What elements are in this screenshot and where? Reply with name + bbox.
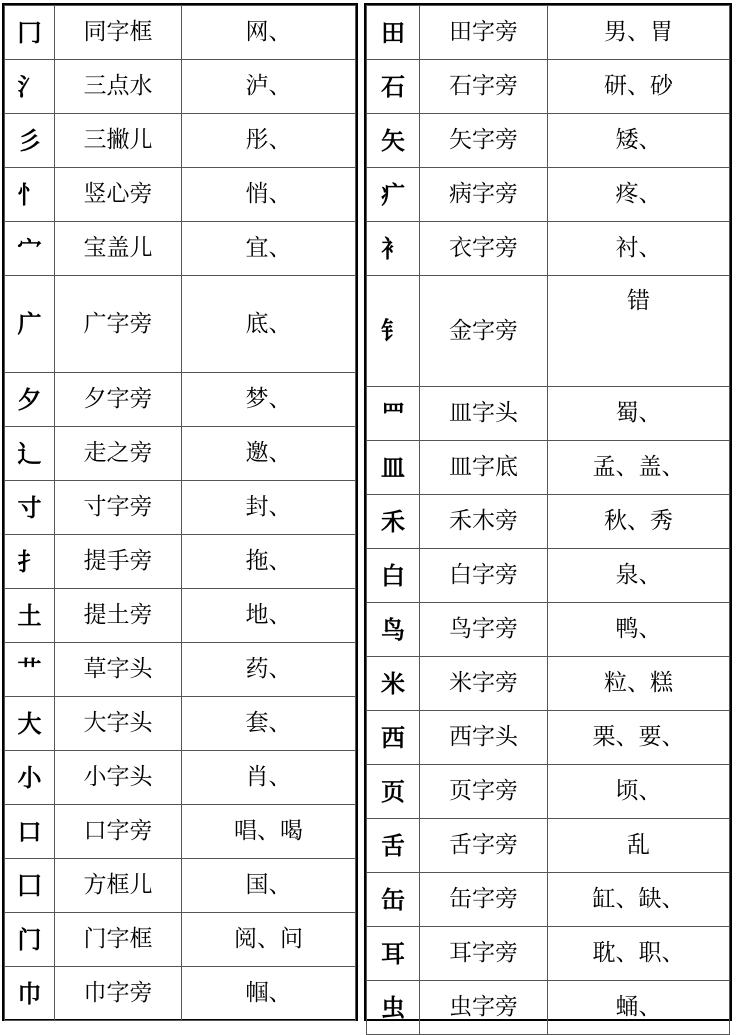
- example-chars-cell: 彤、: [182, 114, 356, 168]
- radical-name-cell: 提土旁: [55, 589, 182, 643]
- radical-cell: 页: [367, 765, 420, 819]
- example-chars-cell: 帼、: [182, 967, 356, 1021]
- radical-name-cell: 米字旁: [420, 657, 548, 711]
- table-row: [367, 765, 730, 819]
- table-row: [367, 114, 730, 168]
- table-row: [367, 549, 730, 603]
- example-chars-cell: 乱: [548, 819, 730, 873]
- example-chars-cell: 唱、喝: [182, 805, 356, 859]
- radical-cell: 寸: [5, 481, 55, 535]
- example-chars-cell: 错: [548, 276, 730, 387]
- radical-name-cell: 草字头: [55, 643, 182, 697]
- table-row: [367, 711, 730, 765]
- example-chars-cell: 国、: [182, 859, 356, 913]
- radical-name-cell: 皿字底: [420, 441, 548, 495]
- table-row: [367, 603, 730, 657]
- table-row: [5, 276, 356, 373]
- example-chars-cell: 耽、职、: [548, 927, 730, 981]
- radical-name-cell: 虫字旁: [420, 981, 548, 1035]
- example-chars-cell: 缸、缺、: [548, 873, 730, 927]
- table-row: [367, 387, 730, 441]
- radical-cell: 彡: [5, 114, 55, 168]
- radical-name-cell: 夕字旁: [55, 373, 182, 427]
- radical-cell: 囗: [5, 859, 55, 913]
- table-row: [5, 535, 356, 589]
- example-chars-cell: 疼、: [548, 168, 730, 222]
- radical-name-cell: 大字头: [55, 697, 182, 751]
- radical-cell: 石: [367, 60, 420, 114]
- radical-cell: 舌: [367, 819, 420, 873]
- radical-cell: 西: [367, 711, 420, 765]
- example-chars-cell: 蛹、: [548, 981, 730, 1035]
- radical-name-cell: 病字旁: [420, 168, 548, 222]
- radical-cell: 忄: [5, 168, 55, 222]
- radical-name-cell: 衣字旁: [420, 222, 548, 276]
- example-chars-cell: 地、: [182, 589, 356, 643]
- radical-cell: 米: [367, 657, 420, 711]
- table-row: [367, 981, 730, 1035]
- radical-cell: 宀: [5, 222, 55, 276]
- example-chars-cell: 粒、糕: [548, 657, 730, 711]
- radical-name-cell: 门字框: [55, 913, 182, 967]
- example-chars-cell: 封、: [182, 481, 356, 535]
- radical-cell: 罒: [367, 387, 420, 441]
- example-chars-cell: 栗、要、: [548, 711, 730, 765]
- example-chars-cell: 孟、盖、: [548, 441, 730, 495]
- example-chars-cell: 泉、: [548, 549, 730, 603]
- example-chars-cell: 药、: [182, 643, 356, 697]
- table-row: [5, 168, 356, 222]
- table-row: [367, 222, 730, 276]
- table-row: [367, 6, 730, 60]
- radical-cell: 土: [5, 589, 55, 643]
- example-chars-cell: 秋、秀: [548, 495, 730, 549]
- example-chars-cell: 衬、: [548, 222, 730, 276]
- example-chars-cell: 男、胃: [548, 6, 730, 60]
- example-chars-cell: 套、: [182, 697, 356, 751]
- table-row: [5, 6, 356, 60]
- example-chars-cell: 拖、: [182, 535, 356, 589]
- radical-cell: 扌: [5, 535, 55, 589]
- table-row: [5, 222, 356, 276]
- example-chars-cell: 矮、: [548, 114, 730, 168]
- table-row: [367, 276, 730, 387]
- radical-name-cell: 白字旁: [420, 549, 548, 603]
- left-radical-table: [2, 3, 358, 1021]
- radical-name-cell: 西字头: [420, 711, 548, 765]
- radical-name-cell: 广字旁: [55, 276, 182, 373]
- example-chars-cell: 底、: [182, 276, 356, 373]
- radical-cell: 夕: [5, 373, 55, 427]
- radical-name-cell: 小字头: [55, 751, 182, 805]
- table-row: [5, 913, 356, 967]
- radical-cell: 钅: [367, 276, 420, 387]
- table-row: [5, 427, 356, 481]
- radical-name-cell: 走之旁: [55, 427, 182, 481]
- radical-cell: 广: [5, 276, 55, 373]
- table-row: [5, 481, 356, 535]
- radical-name-cell: 宝盖儿: [55, 222, 182, 276]
- table-row: [367, 927, 730, 981]
- radical-name-cell: 禾木旁: [420, 495, 548, 549]
- example-chars-cell: 宜、: [182, 222, 356, 276]
- table-row: [5, 60, 356, 114]
- example-chars-cell: 网、: [182, 6, 356, 60]
- table-row: [5, 373, 356, 427]
- radical-cell: 巾: [5, 967, 55, 1021]
- table-row: [5, 589, 356, 643]
- radical-cell: 缶: [367, 873, 420, 927]
- example-chars-cell: 悄、: [182, 168, 356, 222]
- radical-cell: 田: [367, 6, 420, 60]
- table-row: [367, 441, 730, 495]
- example-chars-cell: 泸、: [182, 60, 356, 114]
- radical-cell: 衤: [367, 222, 420, 276]
- right-radical-table: [364, 3, 732, 1021]
- example-chars-cell: 鸭、: [548, 603, 730, 657]
- radical-name-cell: 矢字旁: [420, 114, 548, 168]
- table-row: [5, 967, 356, 1021]
- radical-cell: 皿: [367, 441, 420, 495]
- radical-cell: 虫: [367, 981, 420, 1035]
- table-row: [5, 697, 356, 751]
- radical-cell: 艹: [5, 643, 55, 697]
- radical-cell: 门: [5, 913, 55, 967]
- radical-cell: 鸟: [367, 603, 420, 657]
- radical-cell: 耳: [367, 927, 420, 981]
- table-row: [5, 114, 356, 168]
- radical-cell: 矢: [367, 114, 420, 168]
- radical-name-cell: 寸字旁: [55, 481, 182, 535]
- table-row: [367, 168, 730, 222]
- example-chars-cell: 阅、问: [182, 913, 356, 967]
- radical-cell: 疒: [367, 168, 420, 222]
- example-chars-cell: 肖、: [182, 751, 356, 805]
- radical-name-cell: 页字旁: [420, 765, 548, 819]
- table-row: [367, 60, 730, 114]
- radical-cell: 口: [5, 805, 55, 859]
- example-chars-cell: 梦、: [182, 373, 356, 427]
- radical-table-page: [2, 3, 736, 1021]
- radical-name-cell: 三撇儿: [55, 114, 182, 168]
- radical-cell: 冂: [5, 6, 55, 60]
- example-chars-cell: 蜀、: [548, 387, 730, 441]
- radical-name-cell: 巾字旁: [55, 967, 182, 1021]
- radical-name-cell: 耳字旁: [420, 927, 548, 981]
- table-row: [5, 859, 356, 913]
- table-row: [5, 751, 356, 805]
- radical-name-cell: 提手旁: [55, 535, 182, 589]
- radical-name-cell: 皿字头: [420, 387, 548, 441]
- radical-cell: 辶: [5, 427, 55, 481]
- radical-cell: 小: [5, 751, 55, 805]
- radical-name-cell: 方框儿: [55, 859, 182, 913]
- radical-name-cell: 三点水: [55, 60, 182, 114]
- radical-cell: 氵: [5, 60, 55, 114]
- radical-name-cell: 竖心旁: [55, 168, 182, 222]
- radical-name-cell: 同字框: [55, 6, 182, 60]
- radical-cell: 白: [367, 549, 420, 603]
- table-row: [367, 657, 730, 711]
- radical-name-cell: 口字旁: [55, 805, 182, 859]
- example-chars-cell: 顷、: [548, 765, 730, 819]
- radical-name-cell: 金字旁: [420, 276, 548, 387]
- radical-name-cell: 石字旁: [420, 60, 548, 114]
- example-chars-cell: 邀、: [182, 427, 356, 481]
- radical-name-cell: 舌字旁: [420, 819, 548, 873]
- radical-name-cell: 田字旁: [420, 6, 548, 60]
- radical-cell: 禾: [367, 495, 420, 549]
- table-row: [367, 873, 730, 927]
- table-row: [5, 805, 356, 859]
- radical-cell: 大: [5, 697, 55, 751]
- radical-name-cell: 缶字旁: [420, 873, 548, 927]
- example-chars-cell: 研、砂: [548, 60, 730, 114]
- table-row: [5, 643, 356, 697]
- table-row: [367, 495, 730, 549]
- table-row: [367, 819, 730, 873]
- radical-name-cell: 鸟字旁: [420, 603, 548, 657]
